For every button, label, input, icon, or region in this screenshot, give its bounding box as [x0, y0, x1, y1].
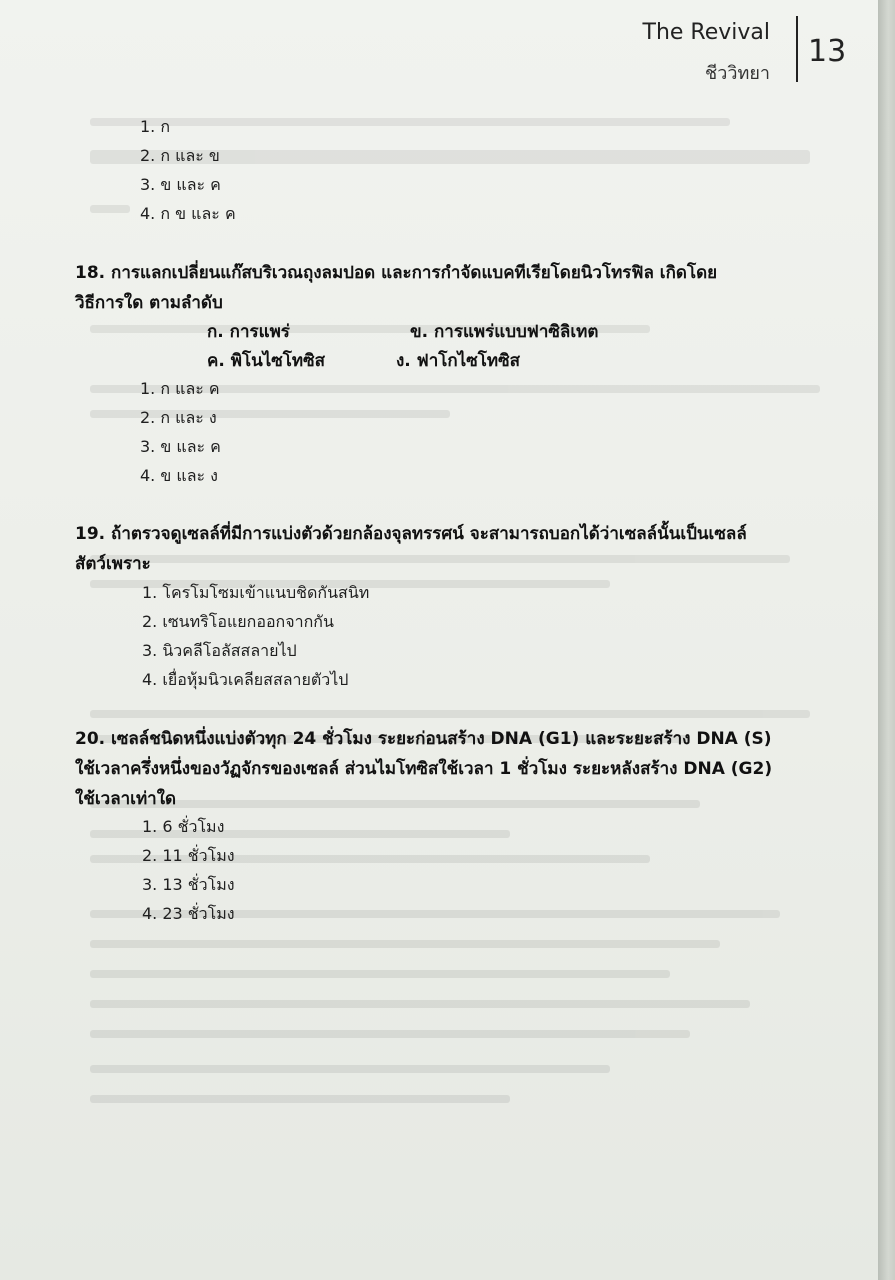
q18-option-2: 2. ก และ ง [140, 408, 217, 427]
q17-option-4: 4. ก ข และ ค [140, 204, 236, 223]
q19-stem-line1: 19. ถ้าตรวจดูเซลล์ที่มีการแบ่งตัวด้วยกล้องจุลทรรศน์ จะสามารถบอกได้ว่าเซลล์นั้นเป็นเซลล์ [75, 524, 747, 544]
q20-option-2: 2. 11 ชั่วโมง [142, 846, 235, 865]
q18-choice-a: ก. การแพร่ [207, 322, 290, 342]
q18-choice-d: ง. ฟาโกไซโทซิส [396, 351, 521, 371]
q18-choice-c: ค. พิโนไซโทซิส [207, 351, 326, 371]
q17-option-3: 3. ข และ ค [140, 175, 221, 194]
q19-option-1: 1. โครโมโซมเข้าแนบชิดกันสนิท [142, 583, 370, 602]
q20-option-4: 4. 23 ชั่วโมง [142, 904, 235, 923]
q20-option-3: 3. 13 ชั่วโมง [142, 875, 235, 894]
q19-stem-line2: สัตว์เพราะ [75, 554, 151, 574]
q17-option-1: 1. ก [140, 117, 171, 136]
q18-option-1: 1. ก และ ค [140, 379, 220, 398]
q18-choice-b: ข. การแพร่แบบฟาซิลิเทต [410, 322, 599, 342]
q20-stem-line1: 20. เซลล์ชนิดหนึ่งแบ่งตัวทุก 24 ชั่วโมง ระยะก่อนสร้าง DNA (G1) และระยะสร้าง DNA (S) [75, 729, 772, 749]
book-title: The Revival [642, 20, 770, 45]
page-edge [878, 0, 895, 1280]
q18-option-3: 3. ข และ ค [140, 437, 221, 456]
q19-option-2: 2. เซนทริโอแยกออกจากกัน [142, 612, 334, 631]
q18-stem-line2: วิธีการใด ตามลำดับ [75, 293, 223, 313]
q20-stem-line3: ใช้เวลาเท่าใด [75, 789, 177, 809]
q18-option-4: 4. ข และ ง [140, 466, 218, 485]
q20-stem-line2: ใช้เวลาครึ่งหนึ่งของวัฏจักรของเซลล์ ส่วนไมโทซิสใช้เวลา 1 ชั่วโมง ระยะหลังสร้าง DNA (G2) [75, 759, 773, 779]
header-divider [796, 16, 798, 82]
q17-option-2: 2. ก และ ข [140, 146, 220, 165]
subject-label: ชีววิทยา [705, 63, 770, 84]
q19-option-4: 4. เยื่อหุ้มนิวเคลียสสลายตัวไป [142, 670, 349, 689]
q20-option-1: 1. 6 ชั่วโมง [142, 817, 225, 836]
q19-option-3: 3. นิวคลีโอลัสสลายไป [142, 641, 297, 660]
page-number: 13 [808, 34, 847, 69]
q18-stem-line1: 18. การแลกเปลี่ยนแก๊สบริเวณถุงลมปอด และการกำจัดแบคทีเรียโดยนิวโทรฟิล เกิดโดย [75, 263, 718, 283]
